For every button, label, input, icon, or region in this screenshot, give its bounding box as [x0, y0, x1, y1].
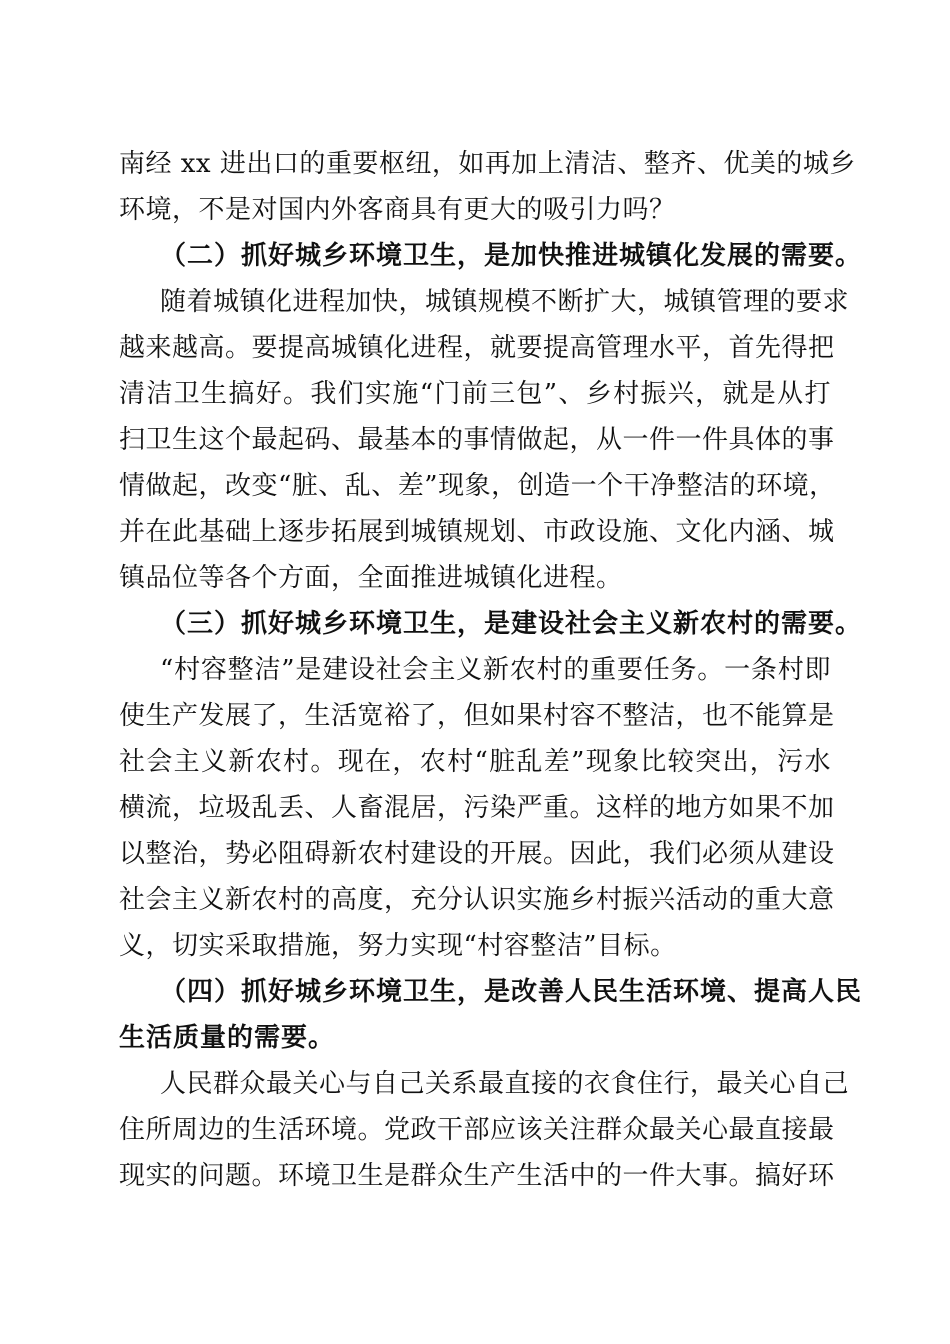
- text-line: 并在此基础上逐步拓展到城镇规划、市政设施、文化内涵、城: [119, 517, 835, 547]
- section-heading-4-continued: 生活质量的需要。: [119, 1023, 336, 1053]
- text-line: 横流，垃圾乱丢、人畜混居，污染严重。这样的地方如果不加: [119, 793, 835, 823]
- text-line: 住所周边的生活环境。党政干部应该关注群众最关心最直接最: [119, 1115, 835, 1145]
- text-line: 社会主义新农村。现在，农村“脏乱差”现象比较突出，污水: [119, 747, 831, 777]
- text-line: 情做起，改变“脏、乱、差”现象，创造一个干净整洁的环境，: [119, 471, 836, 501]
- text-line: 南经 xx 进出口的重要枢纽，如再加上清洁、整齐、优美的城乡: [119, 149, 856, 179]
- text-line: 越来越高。要提高城镇化进程，就要提高管理水平，首先得把: [119, 333, 835, 363]
- text-line: 扫卫生这个最起码、最基本的事情做起，从一件一件具体的事: [119, 425, 835, 455]
- text-line: 环境，不是对国内外客商具有更大的吸引力吗？: [119, 195, 676, 225]
- text-line: 镇品位等各个方面，全面推进城镇化进程。: [119, 563, 623, 593]
- section-heading-3: （三）抓好城乡环境卫生，是建设社会主义新农村的需要。: [160, 609, 863, 639]
- text-line: “村容整洁”是建设社会主义新农村的重要任务。一条村即: [160, 655, 831, 685]
- section-heading-2: （二）抓好城乡环境卫生，是加快推进城镇化发展的需要。: [160, 241, 863, 271]
- text-line: 清洁卫生搞好。我们实施“门前三包”、乡村振兴，就是从打: [119, 379, 831, 409]
- text-line: 现实的问题。环境卫生是群众生产生活中的一件大事。搞好环: [119, 1161, 835, 1191]
- text-line: 义，切实采取措施，努力实现“村容整洁”目标。: [119, 931, 677, 961]
- text-line: 人民群众最关心与自己关系最直接的衣食住行，最关心自己: [160, 1069, 850, 1099]
- text-line: 社会主义新农村的高度，充分认识实施乡村振兴活动的重大意: [119, 885, 835, 915]
- section-heading-4: （四）抓好城乡环境卫生，是改善人民生活环境、提高人民: [160, 977, 863, 1007]
- text-line: 以整治，势必阻碍新农村建设的开展。因此，我们必须从建设: [119, 839, 835, 869]
- text-line: 随着城镇化进程加快，城镇规模不断扩大，城镇管理的要求: [160, 287, 850, 317]
- text-line: 使生产发展了，生活宽裕了，但如果村容不整洁，也不能算是: [119, 701, 835, 731]
